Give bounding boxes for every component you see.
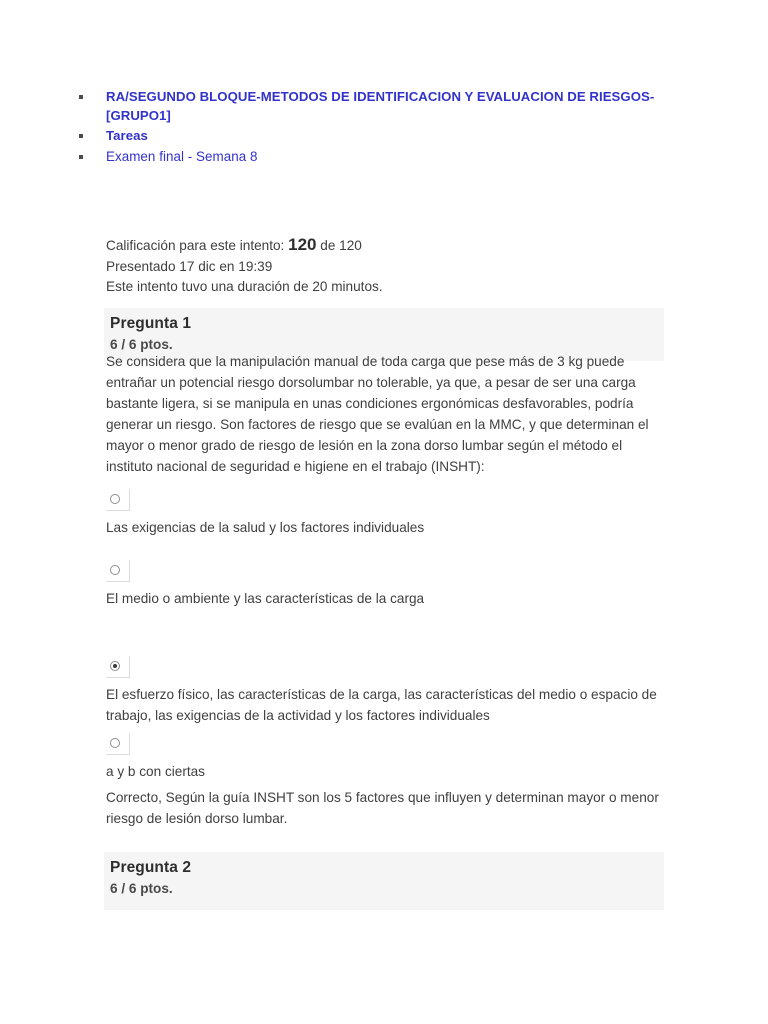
radio-cell[interactable]	[106, 560, 130, 582]
question-2-title: Pregunta 2	[110, 859, 192, 876]
attempt-score-line	[106, 235, 666, 257]
question-1-points: 6 / 6 ptos.	[110, 337, 173, 352]
breadcrumb-link-exam[interactable]: Examen final - Semana 8	[106, 148, 258, 164]
breadcrumb-item-course	[70, 88, 670, 125]
option-row-selected[interactable]	[106, 656, 664, 726]
option-label: a y b con ciertas	[106, 764, 205, 779]
radio-button-icon[interactable]	[110, 494, 120, 504]
attempt-duration: Este intento tuvo una duración de 20 minutos.	[106, 279, 383, 294]
breadcrumb-link-tareas[interactable]: Tareas	[106, 128, 148, 143]
question-1-title: Pregunta 1	[110, 315, 192, 332]
radio-button-icon[interactable]	[110, 565, 120, 575]
bullet-icon	[79, 134, 83, 138]
option-label: Las exigencias de la salud y los factores individuales	[106, 520, 425, 535]
attempt-submitted: Presentado 17 dic en 19:39	[106, 258, 273, 274]
breadcrumb-link-course[interactable]: RA/SEGUNDO BLOQUE-METODOS DE IDENTIFICACION Y EVALUACION DE RIESGOS-[GRUPO1]	[106, 89, 655, 123]
attempt-score-label: Calificación para este intento:	[106, 238, 285, 253]
radio-cell[interactable]	[106, 733, 130, 755]
question-2-points: 6 / 6 ptos.	[110, 881, 173, 896]
radio-cell[interactable]	[106, 489, 130, 511]
attempt-score-total: de 120	[320, 238, 362, 253]
option-row[interactable]	[106, 489, 664, 538]
breadcrumb-item-tareas	[70, 127, 670, 146]
radio-cell[interactable]	[106, 656, 130, 678]
breadcrumb	[70, 88, 670, 168]
option-label: El medio o ambiente y las características de la carga	[106, 591, 425, 606]
option-row[interactable]	[106, 560, 664, 609]
radio-button-icon[interactable]	[110, 738, 120, 748]
radio-button-selected-icon[interactable]	[110, 661, 120, 671]
option-label: El esfuerzo físico, las características de la carga, las características del medio o espacio de trabajo, las exigencias de la actividad y los factores individuales	[106, 687, 657, 723]
breadcrumb-item-exam	[70, 148, 670, 167]
question-1-feedback: Correcto, Según la guía INSHT son los 5 factores que influyen y determinan mayor o menor riesgo de lesión dorso lumbar.	[106, 790, 659, 826]
option-row[interactable]	[106, 733, 664, 782]
bullet-icon	[79, 155, 83, 159]
bullet-icon	[79, 95, 83, 99]
question-1-options	[106, 489, 664, 782]
attempt-summary	[106, 235, 666, 298]
attempt-score-value: 120	[288, 235, 317, 254]
question-1-body: Se considera que la manipulación manual de toda carga que pese más de 3 kg puede entrañar un potencial riesgo dorsolumbar no tolerable, ya que, a pesar de ser una carga bastante ligera, si se manipula en unas condiciones ergonómicas desfavorables, podría generar un riesgo. Son factores de riesgo que se evalúan en la MMC, y que determinan el mayor o menor grado de riesgo de lesión en la zona dorso lumbar según el método el instituto nacional de seguridad e higiene en el trabajo (INSHT):	[106, 354, 649, 474]
question-2-header	[104, 852, 664, 910]
